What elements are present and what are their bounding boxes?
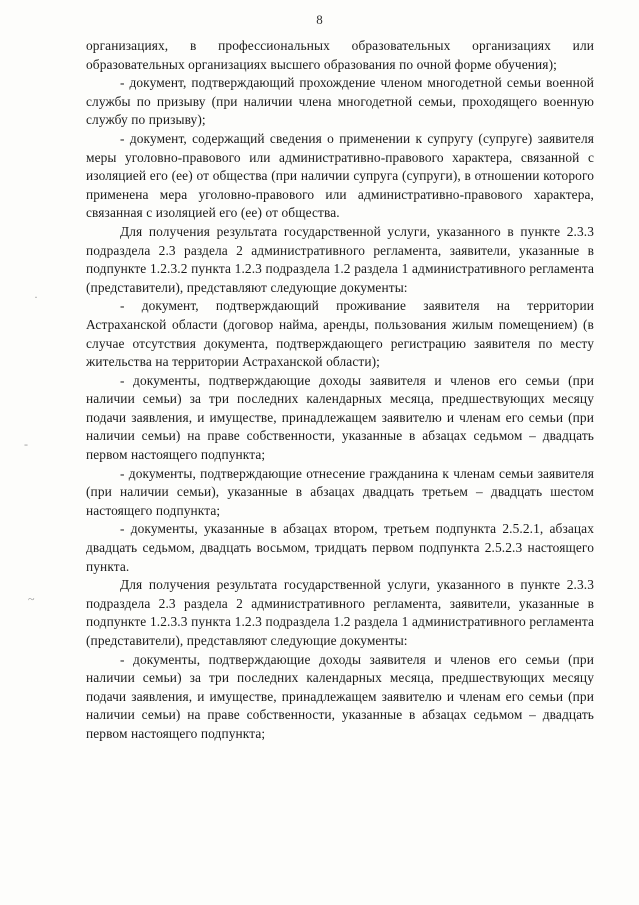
scan-artifact: ·: [34, 290, 38, 304]
paragraph: - документ, содержащий сведения о применении к супругу (супруге) заявителя меры уголовно-правового или административно-правового характера, связанной с изоляцией его (ее) от общества (при наличии супруга (супруги), в отношении которого применена мера уголовно-правового или административно-правового характера, связанная с изоляцией его (ее) от общества.: [86, 130, 594, 221]
paragraph: - документы, указанные в абзацах втором, третьем подпункта 2.5.2.1, абзацах двадцать седьмом, двадцать восьмом, тридцать первом подпункта 2.5.2.3 настоящего пункта.: [86, 521, 594, 574]
paragraph: - документ, подтверждающий проживание заявителя на территории Астраханской области (договор найма, аренды, пользования жилым помещением) (в случае отсутствия документа, подтверждающего регистрацию заявителя по месту жительства на территории Астраханской области);: [86, 298, 594, 370]
scan-artifact: -: [24, 437, 28, 451]
document-body: [86, 37, 594, 744]
paragraph: - документы, подтверждающие доходы заявителя и членов его семьи (при наличии семьи) за три последних календарных месяца, предшествующих месяцу подачи заявления, и имуществе, принадлежащем заявителю и членам его семьи (при наличии семьи) на праве собственности, указанные в абзацах седьмом – двадцать первом настоящего подпункта;: [86, 651, 594, 741]
paragraph: - документ, подтверждающий прохождение членом многодетной семьи военной службы по призыву (при наличии члена многодетной семьи, проходящего военную службу по призыву);: [86, 75, 594, 128]
paragraph: - документы, подтверждающие отнесение гражданина к членам семьи заявителя (при наличии семьи), указанные в абзацах двадцать третьем – двадцать шестом настоящего подпункта;: [86, 465, 594, 518]
paragraph: - документы, подтверждающие доходы заявителя и членов его семьи (при наличии семьи) за три последних календарных месяца, предшествующих месяцу подачи заявления, и имуществе, принадлежащем заявителю и членам его семьи (при наличии семьи) на праве собственности, указанные в абзацах седьмом – двадцать первом настоящего подпункта;: [86, 372, 594, 463]
page-number: 8: [316, 12, 323, 27]
paragraph: Для получения результата государственной услуги, указанного в пункте 2.3.3 подраздела 2.3 раздела 2 административного регламента, заявители, указанные в подпункте 1.2.3.3 пункта 1.2.3 подраздела 1.2 раздела 1 административного регламента (представители), представляют следующие документы:: [86, 577, 594, 648]
paragraph: Для получения результата государственной услуги, указанного в пункте 2.3.3 подраздела 2.3 раздела 2 административного регламента, заявители, указанные в подпункте 1.2.3.2 пункта 1.2.3 подраздела 1.2 раздела 1 административного регламента (представители), представляют следующие документы:: [86, 223, 594, 295]
paragraph: организациях, в профессиональных образовательных организациях или образовательных организациях высшего образования по очной форме обучения);: [86, 38, 594, 72]
scan-artifact: ~: [28, 592, 35, 606]
